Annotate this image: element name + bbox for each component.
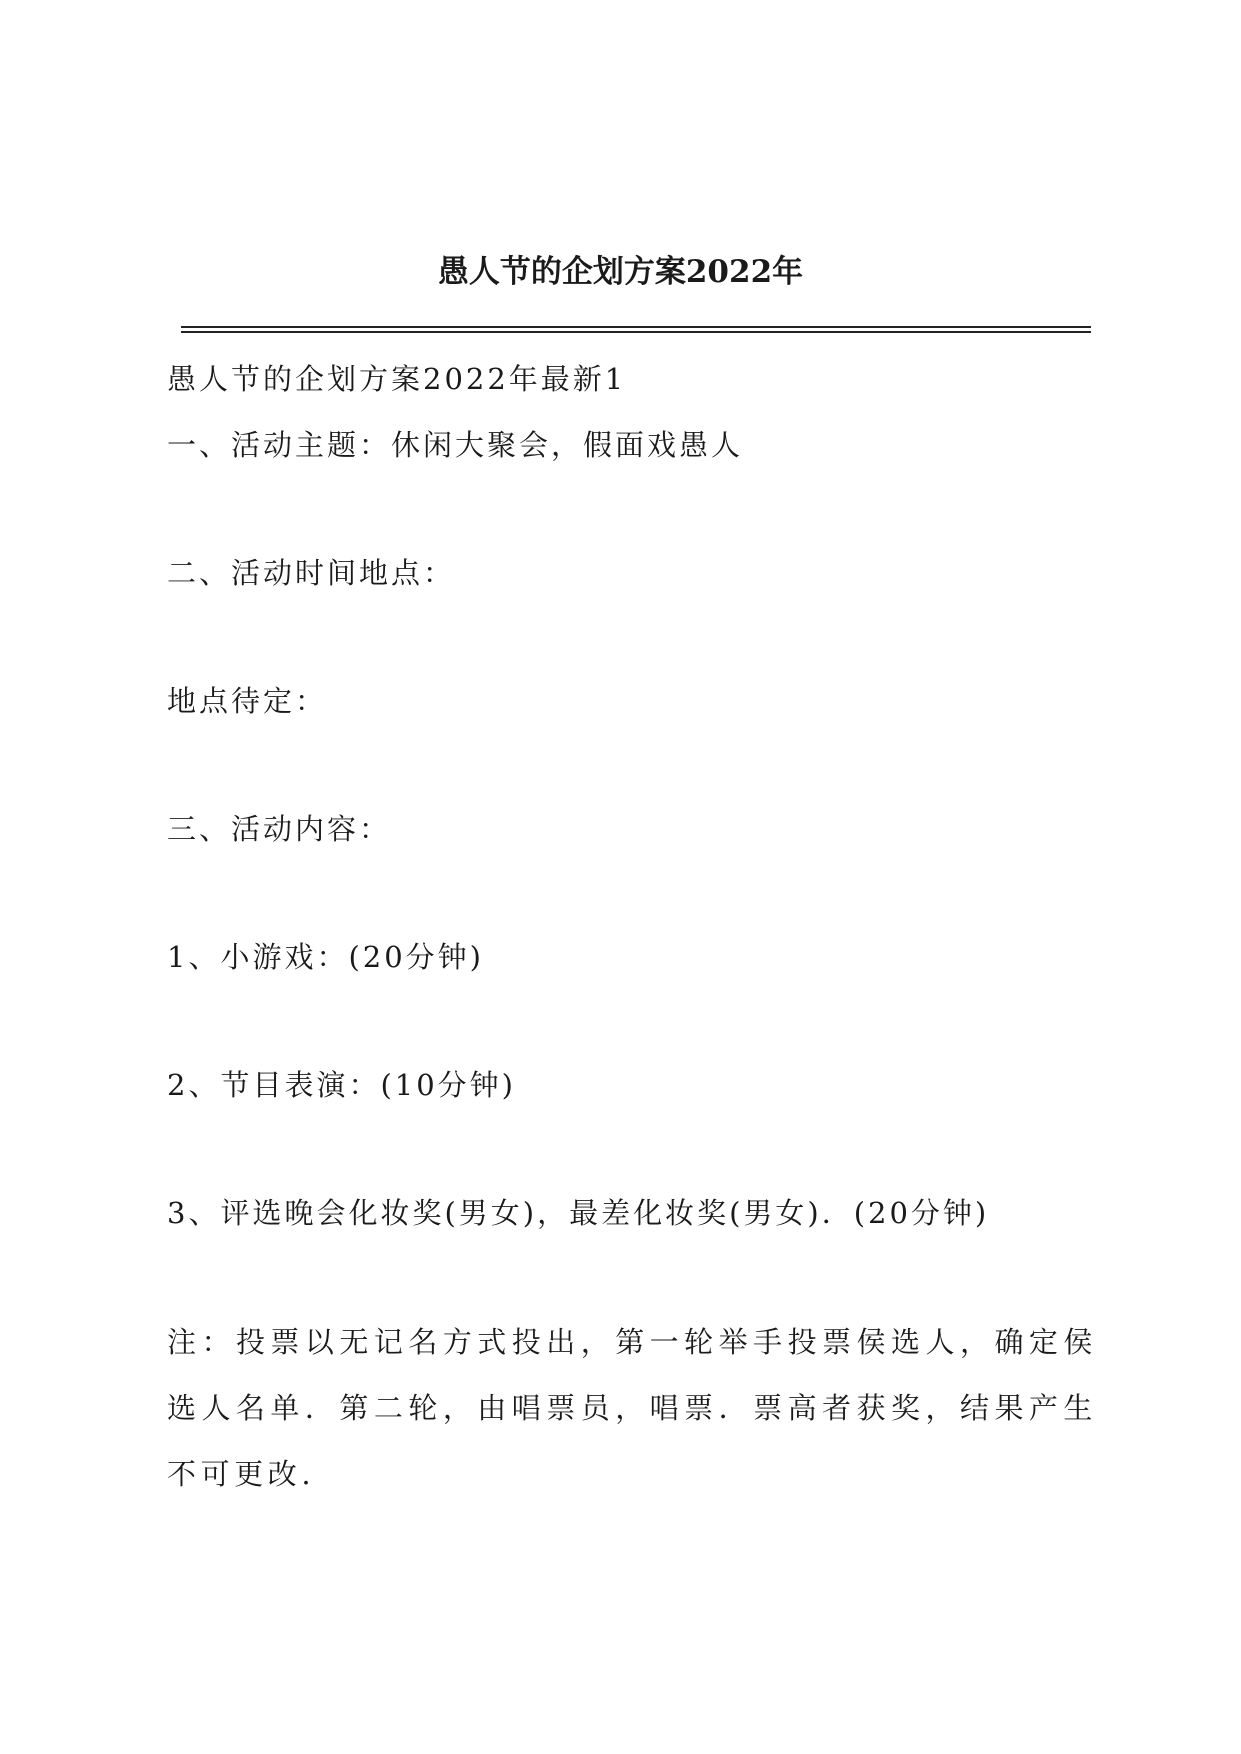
section-content: 三、活动内容：	[167, 812, 392, 846]
voting-note: 注：投票以无记名方式投出，第一轮举手投票侯选人，确定侯选人名单．第二轮，由唱票员，唱票．票高者获奖，结果产生不可更改.	[167, 1325, 1097, 1491]
location-line: 地点待定：	[167, 684, 328, 718]
section-theme: 一、活动主题：休闲大聚会，假面戏愚人	[167, 428, 744, 462]
item-performance: 2、节目表演：(10分钟)	[167, 1068, 516, 1102]
title-divider-top	[181, 326, 1091, 328]
section-time-place: 二、活动时间地点：	[167, 556, 456, 590]
document-title: 愚人节的企划方案2022年	[437, 254, 804, 290]
title-divider-bottom	[181, 331, 1091, 333]
item-awards: 3、评选晚会化妆奖(男女)，最差化妆奖(男女)．(20分钟)	[167, 1196, 990, 1230]
subtitle-line: 愚人节的企划方案2022年最新1	[167, 362, 627, 396]
item-games: 1、小游戏：(20分钟)	[167, 940, 484, 974]
